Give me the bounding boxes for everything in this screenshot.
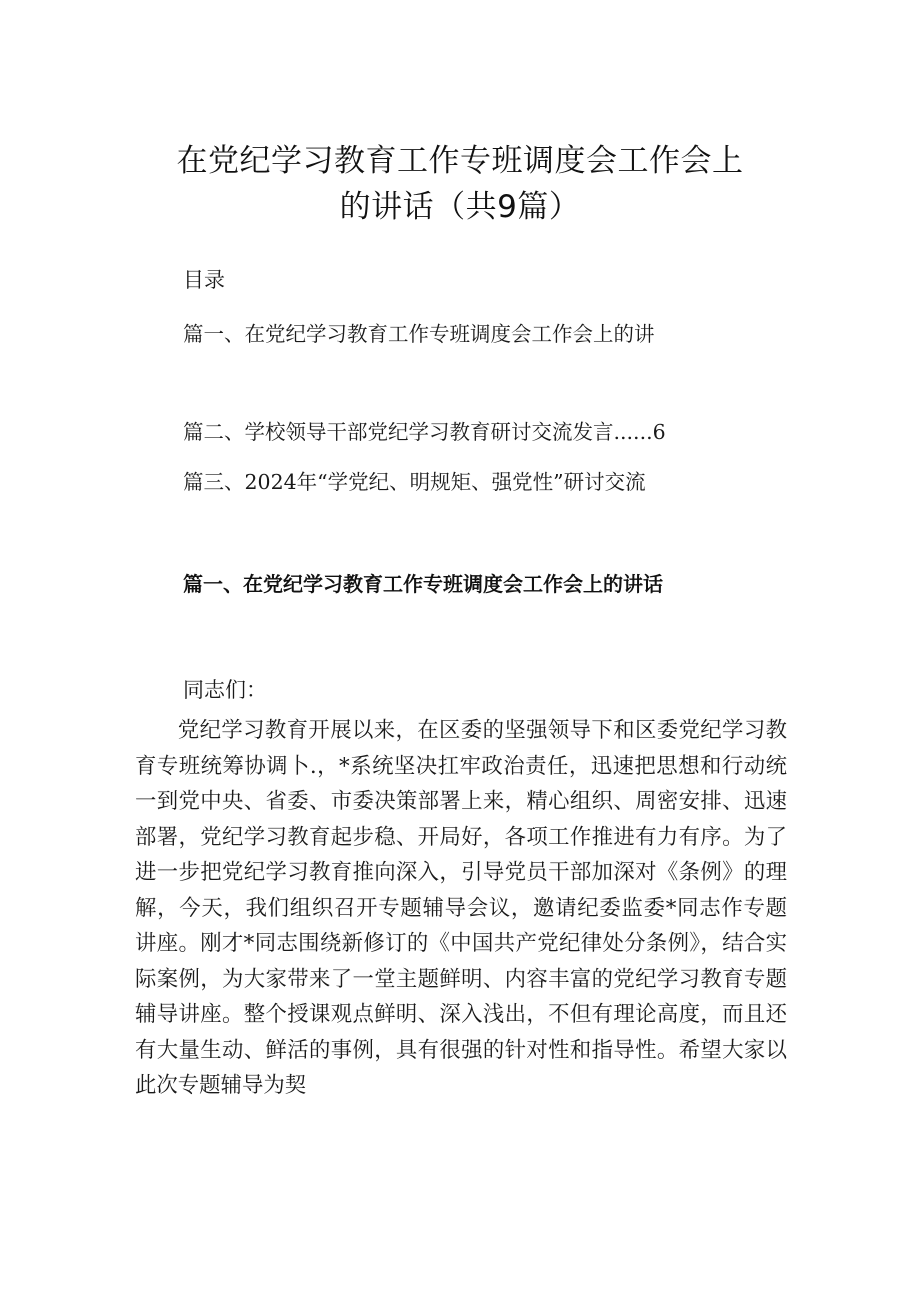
section-heading: 篇一、在党纪学习教育工作专班调度会工作会上的讲话 bbox=[183, 572, 663, 596]
body-paragraph: 党纪学习教育开展以来，在区委的坚强领导下和区委党纪学习教育专班统筹协调卜.，*系统坚决扛牢政治责任，迅速把思想和行动统一到党中央、省委、市委决策部署上来，精心组织、周密安排、迅速部署，党纪学习教育起步稳、开局好，各项工作推进有力有序。为了进一步把党纪学习教育推向深入，引导党员干部加深对《条例》的理解，今天，我们组织召开专题辅导会议，邀请纪委监委*同志作专题讲座。刚才*同志围绕新修订的《中国共产党纪律处分条例》，结合实际案例，为大家带来了一堂主题鲜明、内容丰富的党纪学习教育专题辅导讲座。整个授课观点鲜明、深入浅出，不但有理论高度，而且还有大量生动、鲜活的事例，具有很强的针对性和指导性。希望大家以此次专题辅导为契 bbox=[135, 718, 787, 1098]
document-title bbox=[0, 138, 920, 230]
salutation: 同志们： bbox=[183, 678, 267, 702]
toc-item[interactable]: 篇一、在党纪学习教育工作专班调度会工作会上的讲 bbox=[183, 322, 655, 346]
toc-item[interactable]: 篇二、学校领导干部党纪学习教育研讨交流发言......6 bbox=[183, 420, 666, 444]
title-line-2: 的讲话（共9篇） bbox=[339, 189, 581, 225]
title-line-1: 在党纪学习教育工作专班调度会工作会上 bbox=[176, 143, 744, 179]
toc-heading: 目录 bbox=[183, 268, 225, 292]
toc-item[interactable]: 篇三、2024年“学党纪、明规矩、强党性”研讨交流 bbox=[183, 470, 646, 494]
